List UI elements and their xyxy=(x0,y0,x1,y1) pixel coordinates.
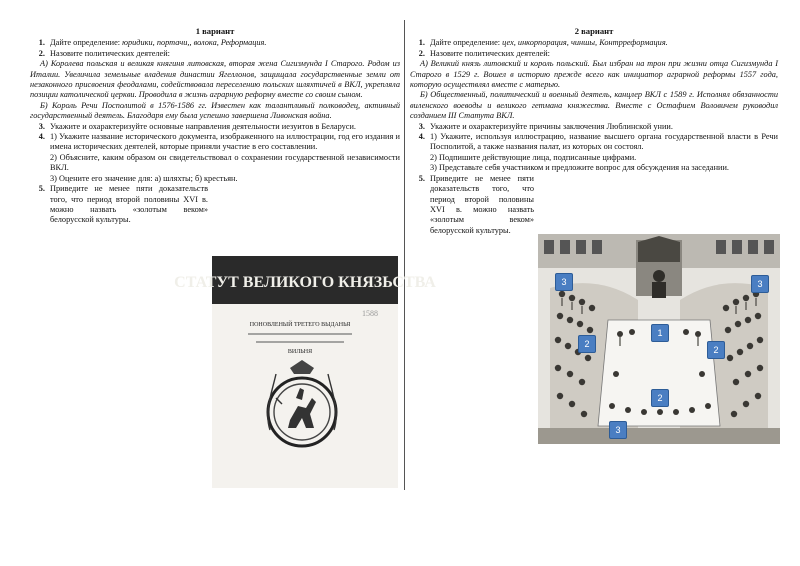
v2-q4-part3: 3) Представьте себя участником и предложите вопрос для обсуждения на заседании. xyxy=(430,163,729,173)
sejm-label-2-left: 2 xyxy=(578,335,596,353)
v1-question-5: 5. Приведите не менее пяти доказательств того, что период второй половины XVI в. можно назвать «золотым веком» белорусской культуры. xyxy=(38,184,208,225)
statute-title-page-image xyxy=(174,256,436,488)
v1-question-1: 1. Дайте определение: юридики, портачи,, волока, Реформация. xyxy=(38,38,267,48)
sejm-label-2-right: 2 xyxy=(707,341,725,359)
statute-caption-2: ВИЛЬНЯ xyxy=(287,349,313,355)
v2-q4-part1: 1) Укажите, используя иллюстрацию, название высшего органа государственной власти в Речи Посполитой, а также названия палат, из которых он состоял. xyxy=(430,132,778,152)
variant-2-column xyxy=(410,26,778,236)
sejm-illustration xyxy=(538,234,780,444)
sejm-label-2-lower: 2 xyxy=(651,389,669,407)
sejm-label-3-upper-right: 3 xyxy=(751,275,769,293)
column-divider xyxy=(404,20,405,490)
v1-q4-part3: 3) Оцените его значение для: а) шляхты; б) крестьян. xyxy=(50,173,238,183)
v2-question-3: 3. Укажите и охарактеризуйте причины заключения Люблинской унии. xyxy=(418,121,673,131)
variant-1-title: 1 вариант xyxy=(195,26,235,36)
v2-question-2: 2. Назовите политических деятелей: xyxy=(418,48,550,58)
v1-question-4: 4. 1) Укажите название исторического документа, изображенного на иллюстрации, год его издания и имена исторических деятелей, которые приняли участие в его составлении. 2) Объясните, каким образом он свидетельствовал о сохранении государственной независимости ВКЛ. 3) Оцените его значение для: а) шляхты; б) крестьян. xyxy=(38,132,400,183)
v2-figure-a: А) Великий князь литовский и король польский. Был избран на трон при жизни отца Сигизмунда I Старого в 1529 г. Вошел в историю прежде всего как инициатор аграрной реформы 1557 года, которую осуществлял вместе с матерью. xyxy=(410,59,778,90)
v1-q4-part2: 2) Объясните, каким образом он свидетельствовал о сохранении государственной независимости ВКЛ. xyxy=(50,152,400,173)
statute-year-text: 1588 xyxy=(362,309,378,318)
v1-terms: юридики, портачи,, волока, Реформация. xyxy=(122,38,267,48)
sejm-label-3-upper-left: 3 xyxy=(555,273,573,291)
v2-q4-part2: 2) Подпишите действующие лица, подписанные цифрами. xyxy=(430,152,637,162)
v1-figure-a: А) Королева польская и великая княгиня литовская, вторая жена Сигизмунда I Старого. Родом из Италии. Увеличила земельные владения династии Ягеллонов, защищала государственные земли от незаконного присвоения феодалами, содействовала переселению польских шляхтичей в ВКЛ, укрепляла позиции католической церкви. Проводила в жизнь аграрную реформу вместе со своим сыном. xyxy=(30,59,400,100)
v2-terms: цех, инкорпорация, чиншы, Контрреформация. xyxy=(502,38,668,48)
variant-1-column xyxy=(30,26,400,226)
v1-q4-part1: 1) Укажите название исторического документа, изображенного на иллюстрации, год его издания и имена исторических деятелей, которые приняли участие в его составлении. xyxy=(50,132,400,152)
v1-question-2: 2. Назовите политических деятелей: xyxy=(38,48,170,58)
statute-caption-1: ПОНОВЛЕНЫЙ ТРЕТЕГО ВЫДАНЬЯ xyxy=(249,322,351,328)
v1-question-3: 3. Укажите и охарактеризуйте основные направления деятельности иезуитов в Беларуси. xyxy=(38,121,356,131)
v2-question-4: 4. 1) Укажите, используя иллюстрацию, название высшего органа государственной власти в Речи Посполитой, а также названия палат, из которых он состоял. 2) Подпишите действующие лица, подписанные цифрами. 3) Представьте себя участником и предложите вопрос для обсуждения на заседании. xyxy=(418,132,778,173)
sejm-label-3-bottom: 3 xyxy=(609,421,627,439)
v2-figure-b: Б) Общественный, политический и военный деятель, канцлер ВКЛ с 1589 г. Исполнял обязанности виленского воеводы и великого гетмана княжества. Вместе с Остафием Воловичем руководил созданием III Статута ВКЛ. xyxy=(410,90,778,121)
sejm-label-1-center: 1 xyxy=(651,324,669,342)
variant-2-title: 2 вариант xyxy=(574,26,614,36)
v2-question-5: 5. Приведите не менее пяти доказательств того, что период второй половины XVI в. можно назвать «золотым веком» белорусской культуры. xyxy=(418,173,534,235)
v2-question-1: 1. Дайте определение: цех, инкорпорация, чиншы, Контрреформация. xyxy=(418,38,668,48)
v1-figure-b: Б) Король Речи Посполитой в 1576-1586 гг. Известен как талантливый полководец, активный государственный деятель. Благодаря ему была успешно завершена Ливонская война. xyxy=(30,100,400,121)
statute-header-text: СТАТУТ ВЕЛИКОГО КНЯЗЬСТВА xyxy=(174,274,436,291)
statute-illustration xyxy=(174,256,436,488)
